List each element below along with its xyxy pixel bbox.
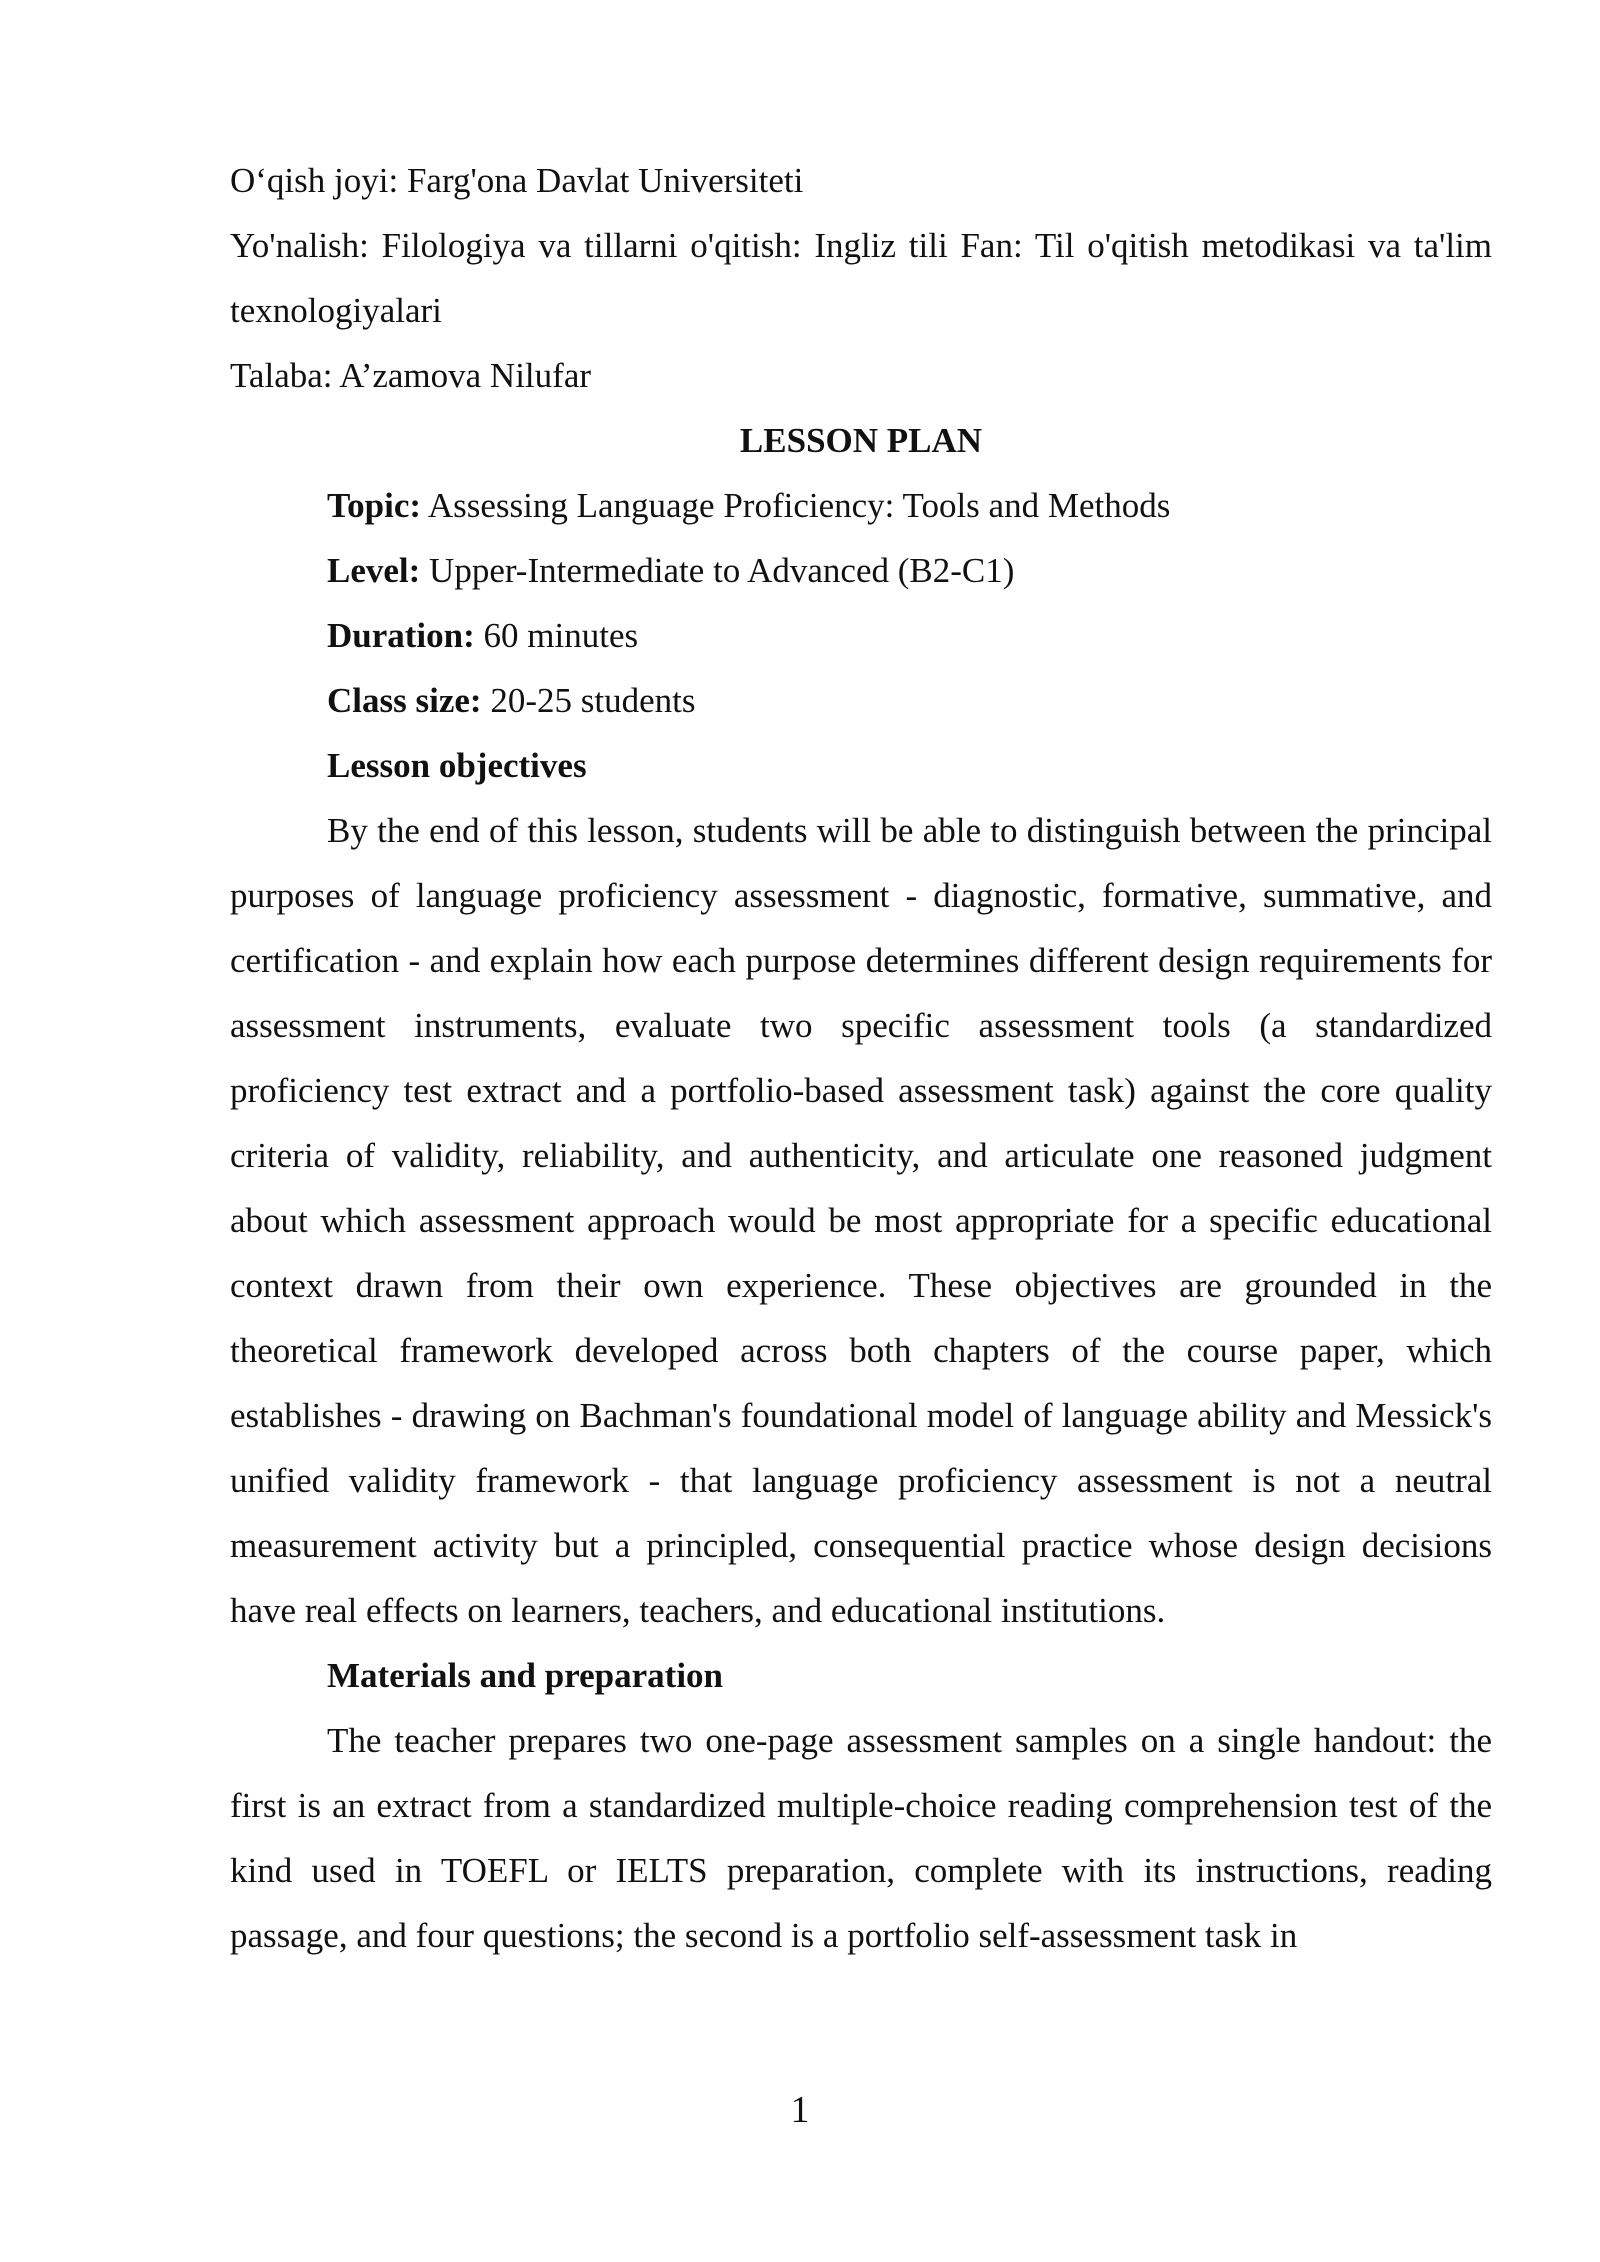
duration-line	[230, 603, 1492, 668]
class-size-line	[230, 668, 1492, 733]
topic-line	[230, 473, 1492, 538]
student-line: Talaba: A’zamova Nilufar	[230, 356, 592, 395]
class-size-label: Class size:	[327, 681, 482, 720]
duration-value: 60 minutes	[474, 616, 639, 655]
objectives-heading: Lesson objectives	[327, 746, 587, 785]
duration-label: Duration:	[327, 616, 475, 655]
materials-heading: Materials and preparation	[327, 1656, 724, 1695]
class-size-value: 20-25 students	[481, 681, 696, 720]
materials-paragraph: The teacher prepares two one-page assessment samples on a single handout: the first is an extract from a standardized multiple-choice reading comprehension test of the kind used in TOEFL or IELTS preparation, complete with its instructions, reading passage, and four questions; the second is a portfolio self-assessment task in	[230, 1721, 1492, 1955]
document-title: LESSON PLAN	[739, 421, 983, 460]
level-value: Upper-Intermediate to Advanced (B2-C1)	[420, 551, 1015, 590]
field-line: Yo'nalish: Filologiya va tillarni o'qitish: Ingliz tili Fan: Til o'qitish metodikasi va ta'lim texnologiyalari	[230, 226, 1492, 330]
topic-label: Topic:	[327, 486, 422, 525]
institution-line: O‘qish joyi: Farg'ona Davlat Universiteti	[230, 161, 804, 200]
level-label: Level:	[327, 551, 421, 590]
objectives-paragraph: By the end of this lesson, students will be able to distinguish between the principal purposes of language proficiency assessment - diagnostic, formative, summative, and certification - and explain how each purpose determines different design requirements for assessment instruments, evaluate two specific assessment tools (a standardized proficiency test extract and a portfolio-based assessment task) against the core quality criteria of validity, reliability, and authenticity, and articulate one reasoned judgment about which assessment approach would be most appropriate for a specific educational context drawn from their own experience. These objectives are grounded in the theoretical framework developed across both chapters of the course paper, which establishes - drawing on Bachman's foundational model of language ability and Messick's unified validity framework - that language proficiency assessment is not a neutral measurement activity but a principled, consequential practice whose design decisions have real effects on learners, teachers, and educational institutions.	[230, 811, 1492, 1630]
page-number: 1	[790, 2089, 810, 2131]
topic-value: Assessing Language Proficiency: Tools and Methods	[421, 486, 1171, 525]
level-line	[230, 538, 1492, 603]
page-content	[230, 148, 1492, 1968]
